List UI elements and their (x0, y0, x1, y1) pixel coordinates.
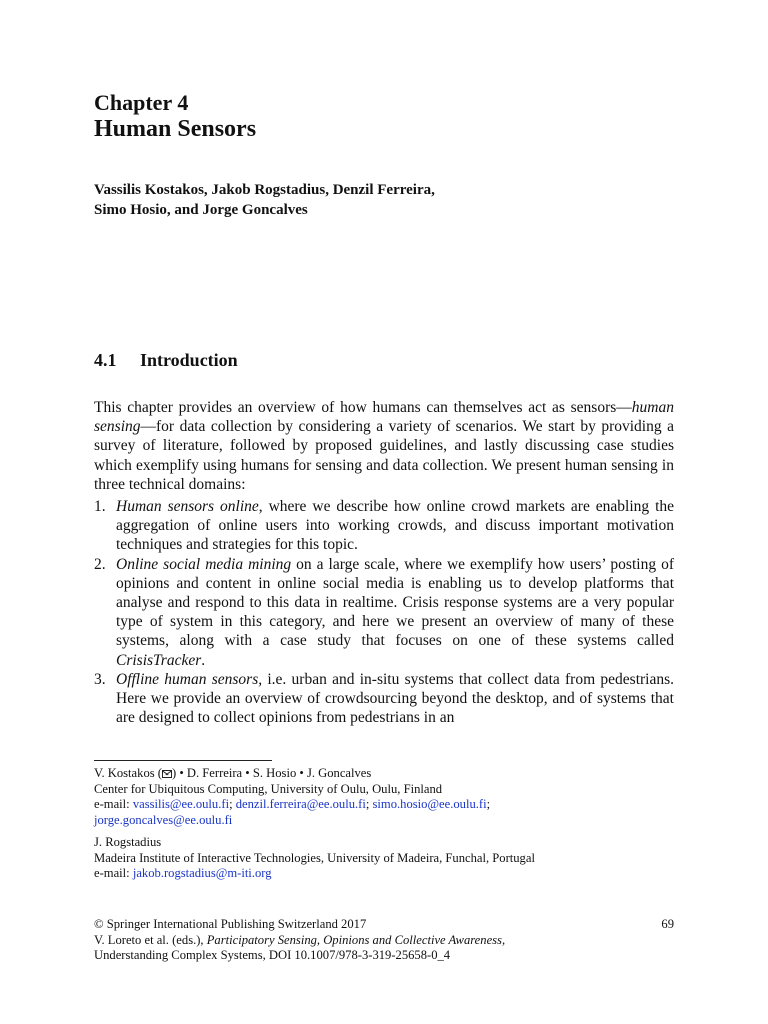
list-item-text: , where we describe how online crowd markets are enabling the aggregation of online users into working crowds, and discuss important motivation techniques and strategies for this topic. (116, 498, 675, 554)
list-item-number: 1. (94, 498, 106, 516)
intro-text-a: This chapter provides an overview of how humans can themselves act as sensors— (94, 399, 632, 416)
list-item (94, 497, 674, 555)
section-title: Introduction (140, 350, 238, 370)
footnote-names-a: V. Kostakos ( (94, 766, 162, 780)
book-title-tail: , (501, 932, 506, 947)
authors (94, 180, 435, 220)
list-item (94, 670, 674, 728)
section-heading (94, 350, 238, 371)
page-footer (94, 917, 674, 964)
intro-text-b: —for data collection by considering a variety of scenarios. We start by providing a survey of literature, followed by proposed guidelines, and lastly discussing case studies which exemplify using humans for sensing and data collection. We present human sensing in three technical domains: (94, 418, 674, 493)
footnote-institution: Madeira Institute of Interactive Technologies, University of Madeira, Funchal, Portugal (94, 850, 535, 865)
page-number: 69 (661, 917, 674, 931)
book-editors: V. Loreto et al. (eds.), (94, 932, 207, 947)
footnote-emails-cont (94, 813, 674, 829)
email-separator: ; (365, 797, 373, 812)
footnote-email (94, 866, 674, 882)
footnote-affiliation-1 (94, 766, 674, 828)
footnote-affiliation-2 (94, 835, 674, 882)
envelope-icon (162, 770, 172, 778)
list-item-tail: . (201, 651, 206, 669)
email-link[interactable]: simo.hosio@ee.oulu.fi (372, 797, 487, 812)
email-link[interactable]: vassilis@ee.oulu.fi (132, 797, 230, 812)
list-item-term: Offline human sensors, (116, 670, 263, 688)
body-text (94, 398, 674, 727)
list-item-number: 3. (94, 670, 106, 688)
list-item-text: on a large scale, where we exemplify how users’ posting of opinions and content in online social media is enabling us to develop platforms that analyse and respond to this data in realtime. Crisis response systems are a very popular type of system in this category, and here we present an overview of many of these systems, along with a case study that focuses on one of these systems called (116, 555, 674, 650)
email-label: e-mail: (94, 866, 133, 881)
list-item (94, 555, 674, 670)
email-separator: ; (486, 797, 491, 812)
book-citation (94, 933, 674, 949)
list-item-text: i.e. urban and in-situ systems that collect data from pedestrians. Here we provide an overview of crowdsourcing beyond the desktop, and of systems that are designed to collect opinions from pedestrians in an (116, 670, 675, 727)
book-title: Participatory Sensing, Opinions and Collective Awareness (206, 932, 502, 947)
copyright: © Springer International Publishing Switzerland 2017 (94, 917, 367, 931)
footnote-emails (94, 797, 674, 813)
list-item-term: Human sensors online (116, 498, 259, 516)
footnote-names (94, 766, 674, 782)
list-item-term: Online social media mining (116, 555, 292, 573)
email-label: e-mail: (94, 797, 133, 812)
intro-paragraph (94, 398, 674, 494)
authors-line-1: Vassilis Kostakos, Jakob Rogstadius, Denzil Ferreira, (94, 182, 435, 198)
footnote-names-b: ) • D. Ferreira • S. Hosio • J. Goncalves (172, 766, 372, 780)
section-number: 4.1 (94, 350, 117, 370)
footer-row (94, 917, 674, 933)
footnote-institution: Center for Ubiquitous Computing, University of Oulu, Oulu, Finland (94, 781, 443, 796)
email-link[interactable]: jorge.goncalves@ee.oulu.fi (94, 812, 233, 827)
email-link[interactable]: denzil.ferreira@ee.oulu.fi (235, 797, 366, 812)
intro-emphasis: human sensing (94, 399, 674, 436)
list-item-term-2: CrisisTracker (116, 651, 202, 669)
email-link[interactable]: jakob.rogstadius@m-iti.org (132, 866, 272, 881)
authors-line-2: Simo Hosio, and Jorge Goncalves (94, 202, 308, 218)
list-item-number: 2. (94, 555, 106, 573)
chapter-label: Chapter 4 (94, 90, 189, 115)
chapter-title: Human Sensors (94, 116, 257, 142)
footnote-name: J. Rogstadius (94, 835, 162, 849)
email-separator: ; (229, 797, 236, 812)
series-doi: Understanding Complex Systems, DOI 10.1007/978-3-319-25658-0_4 (94, 948, 451, 963)
domain-list (94, 497, 674, 727)
footnote-rule (94, 760, 272, 761)
